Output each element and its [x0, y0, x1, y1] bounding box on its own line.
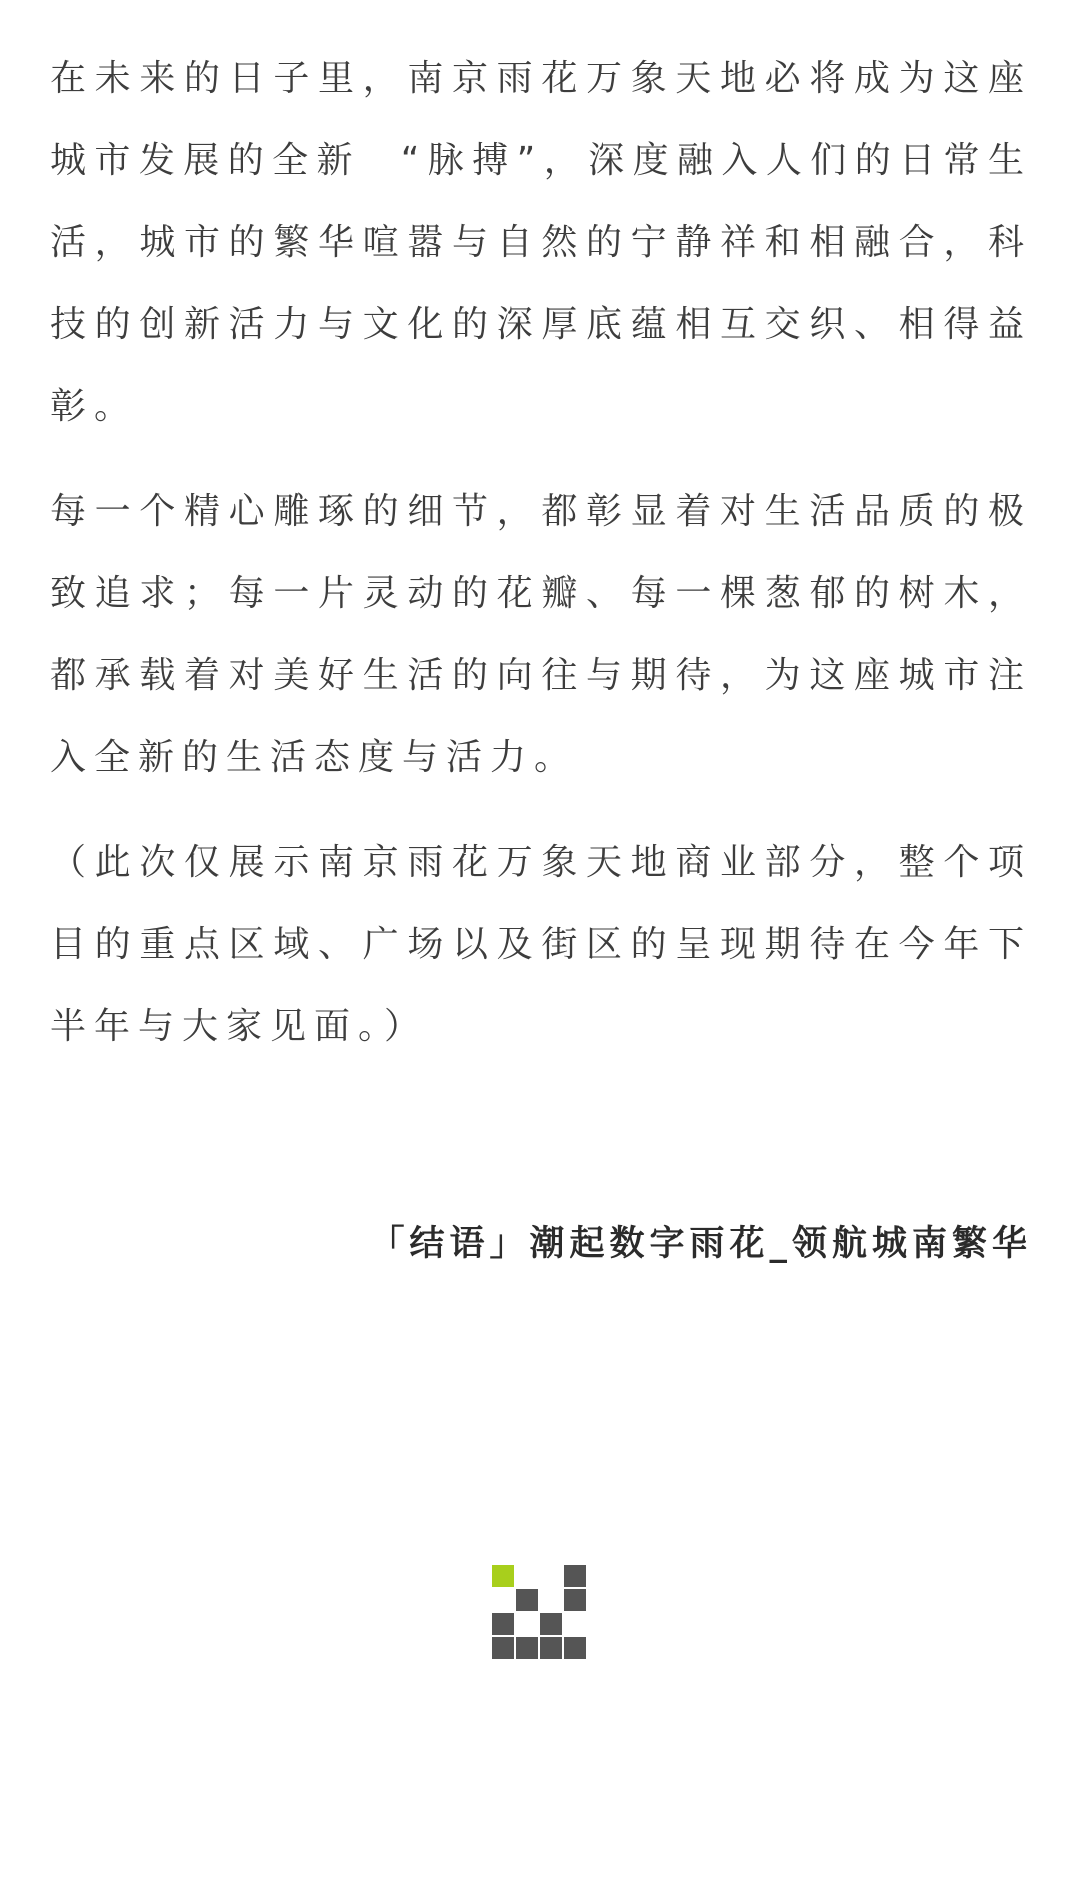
logo-block	[516, 1589, 538, 1611]
logo-block	[492, 1637, 514, 1659]
article-paragraph-3: （此次仅展示南京雨花万象天地商业部分，整个项目的重点区域、广场以及街区的呈现期待在今年下半年与大家见面。）	[50, 842, 1032, 1047]
logo-block	[516, 1637, 538, 1659]
logo-block	[564, 1565, 586, 1587]
pixel-grid-logo-icon	[492, 1565, 588, 1661]
logo-accent-block	[492, 1565, 514, 1587]
article-paragraph-2: 每一个精心雕琢的细节，都彰显着对生活品质的极致追求；每一片灵动的花瓣、每一棵葱郁的树木，都承载着对美好生活的向往与期待，为这座城市注入全新的生活态度与活力。	[50, 491, 1032, 778]
logo-block	[540, 1613, 562, 1635]
logo-block	[492, 1613, 514, 1635]
logo-block	[564, 1637, 586, 1659]
logo-block	[540, 1637, 562, 1659]
article-body	[50, 38, 1032, 1091]
closing-heading: 「结语」潮起数字雨花_领航城南繁华	[369, 1224, 1032, 1264]
article-paragraph-1: 在未来的日子里，南京雨花万象天地必将成为这座城市发展的全新 “脉搏”，深度融入人们的日常生活，城市的繁华喧嚣与自然的宁静祥和相融合，科技的创新活力与文化的深厚底蕴相互交织、相得益彰。	[50, 58, 1032, 427]
logo-block	[564, 1589, 586, 1611]
